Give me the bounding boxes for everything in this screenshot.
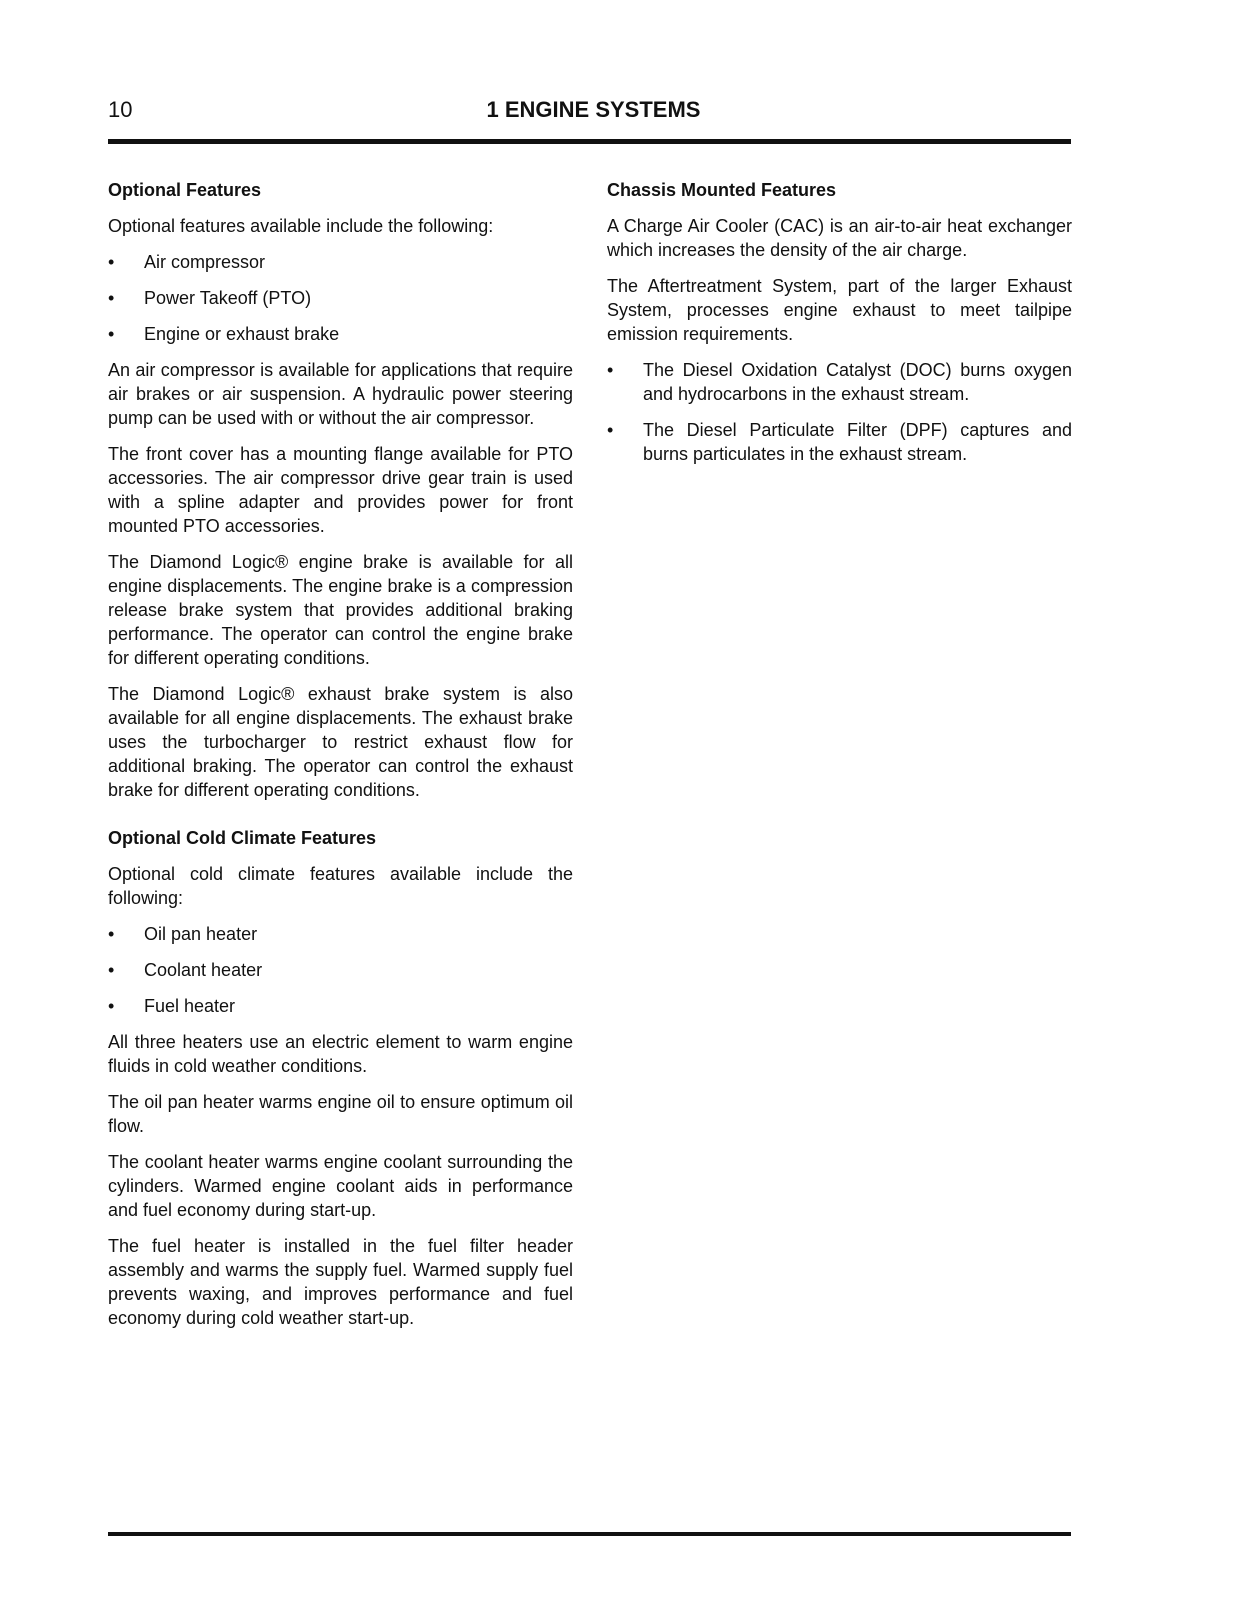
list-item: • Fuel heater (108, 996, 236, 1016)
page-header (108, 94, 1071, 128)
header-rule (108, 139, 1071, 144)
left-column (108, 178, 573, 1342)
cold-climate-intro: Optional cold climate features available include the following: (108, 864, 573, 908)
section-heading-cold-climate: Optional Cold Climate Features (108, 828, 377, 848)
list-item: • The Diesel Particulate Filter (DPF) captures and burns particulates in the exhaust stream. (607, 420, 1072, 464)
section-heading-chassis-mounted: Chassis Mounted Features (607, 180, 837, 200)
bullet-icon: • (607, 360, 614, 380)
footer-rule (108, 1532, 1071, 1536)
aftertreatment-list (607, 358, 1072, 466)
paragraph: The Diamond Logic® engine brake is available for all engine displacements. The engine brake is a compression release brake system that provides additional braking performance. The operator can control the engine brake for different operating conditions. (108, 552, 573, 668)
bullet-icon: • (607, 420, 614, 440)
list-item: • Power Takeoff (PTO) (108, 288, 312, 308)
paragraph: The Diamond Logic® exhaust brake system is also available for all engine displacements. The exhaust brake uses the turbocharger to restrict exhaust flow for additional braking. The operator can control the exhaust brake for different operating conditions. (108, 684, 573, 800)
paragraph: The Aftertreatment System, part of the larger Exhaust System, processes engine exhaust to meet tailpipe emission requirements. (607, 276, 1072, 344)
list-item: • Oil pan heater (108, 924, 258, 944)
bullet-icon: • (108, 924, 115, 944)
paragraph: The coolant heater warms engine coolant surrounding the cylinders. Warmed engine coolant aids in performance and fuel economy during start-up. (108, 1152, 573, 1220)
optional-features-intro: Optional features available include the following: (108, 216, 494, 236)
paragraph: The oil pan heater warms engine oil to ensure optimum oil flow. (108, 1092, 573, 1136)
page-number: 10 (108, 97, 133, 122)
list-item: • Coolant heater (108, 960, 263, 980)
paragraph: A Charge Air Cooler (CAC) is an air-to-air heat exchanger which increases the density of the air charge. (607, 216, 1072, 260)
list-item: • Engine or exhaust brake (108, 324, 340, 344)
optional-features-list (108, 250, 573, 346)
list-item: • The Diesel Oxidation Catalyst (DOC) burns oxygen and hydrocarbons in the exhaust stream. (607, 360, 1072, 404)
paragraph: An air compressor is available for applications that require air brakes or air suspension. A hydraulic power steering pump can be used with or without the air compressor. (108, 360, 573, 428)
bullet-icon: • (108, 252, 115, 272)
chapter-title: 1 ENGINE SYSTEMS (486, 97, 701, 122)
paragraph: The fuel heater is installed in the fuel filter header assembly and warms the supply fuel. Warmed supply fuel prevents waxing, and improves performance and fuel economy during cold weather start-up. (108, 1236, 573, 1328)
bullet-icon: • (108, 288, 115, 308)
cold-climate-list (108, 922, 573, 1018)
right-column (607, 178, 1072, 478)
paragraph: All three heaters use an electric element to warm engine fluids in cold weather conditions. (108, 1032, 573, 1076)
bullet-icon: • (108, 996, 115, 1016)
list-item: • Air compressor (108, 252, 266, 272)
paragraph: The front cover has a mounting flange available for PTO accessories. The air compressor drive gear train is used with a spline adapter and provides power for front mounted PTO accessories. (108, 444, 573, 536)
bullet-icon: • (108, 324, 115, 344)
bullet-icon: • (108, 960, 115, 980)
section-heading-optional-features: Optional Features (108, 180, 262, 200)
